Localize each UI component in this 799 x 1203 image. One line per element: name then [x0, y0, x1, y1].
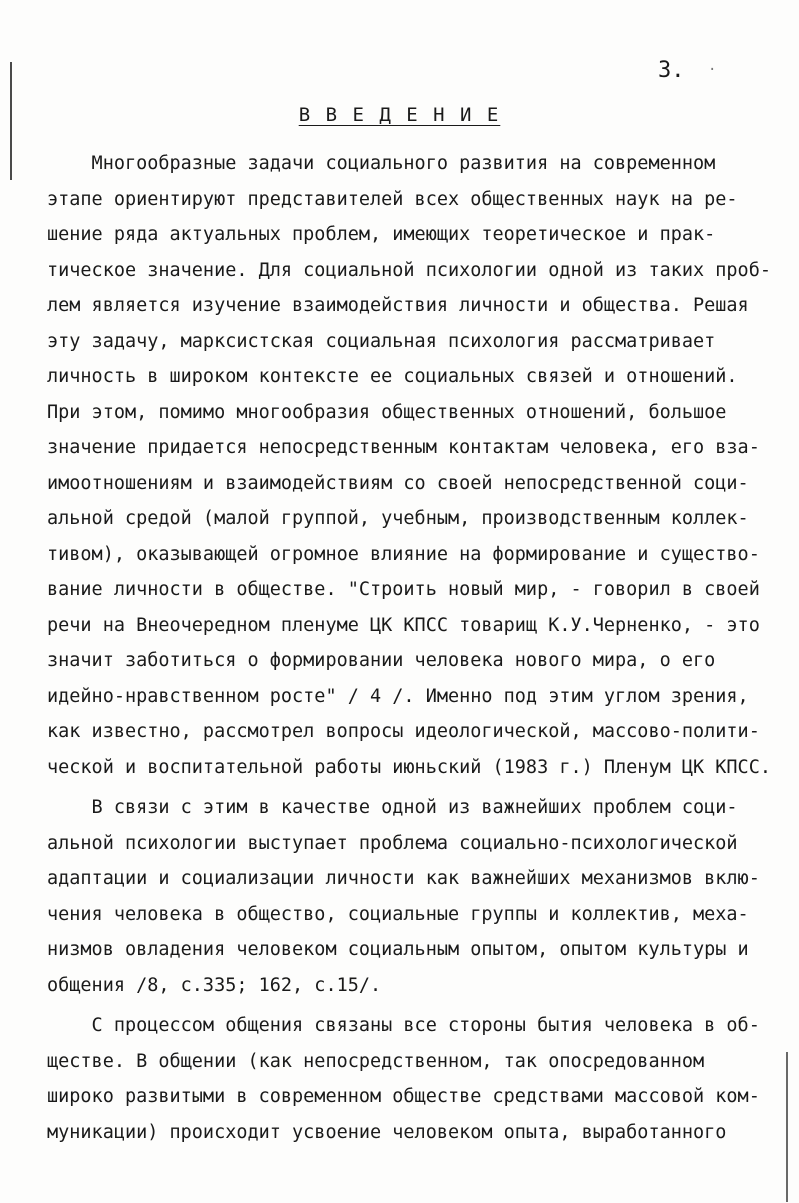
text-line: ществе. В общении (как непосредственном, так опосредованном: [47, 1050, 705, 1072]
text-line: ческой и воспитательной работы июньский (1983 г.) Пленум ЦК КПСС.: [47, 756, 771, 778]
text-line: имоотношениям и взаимодействиям со своей непосредственной соци-: [47, 472, 749, 494]
text-line: значение придается непосредственным контактам человека, его вза-: [47, 437, 760, 458]
text-line: как известно, рассмотрел вопросы идеологической, массово-полити-: [47, 721, 760, 742]
text-line: альной средой (малой группой, учебным, производственным коллек-: [47, 508, 749, 529]
text-line: шение ряда актуальных проблем, имеющих теоретическое и прак-: [47, 224, 716, 245]
paragraph: [47, 146, 787, 785]
text-line: тивом), оказывающей огромное влияние на формирование и существо-: [47, 543, 760, 565]
text-line: чения человека в общество, социальные группы и коллектив, меха-: [47, 903, 749, 925]
page-mark: ·: [708, 62, 717, 78]
text-line: Многообразные задачи социального развития на современном: [47, 153, 716, 174]
body-text: [47, 146, 787, 1150]
page-number: 3.: [658, 58, 685, 83]
text-line: личность в широком контексте ее социальных связей и отношений.: [47, 366, 738, 387]
text-line: низмов овладения человеком социальным опытом, опытом культуры и: [47, 939, 749, 960]
text-line: идейно-нравственном росте" / 4 /. Именно под этим углом зрения,: [47, 685, 749, 707]
text-line: При этом, помимо многообразия общественных отношений, большое: [47, 401, 727, 423]
text-line: лем является изучение взаимодействия личности и общества. Решая: [47, 295, 749, 316]
text-line: С процессом общения связаны все стороны бытия человека в об-: [47, 1015, 760, 1036]
text-line: этапе ориентируют представителей всех общественных наук на ре-: [47, 188, 738, 210]
paragraph: [47, 790, 787, 1003]
section-heading: [0, 104, 799, 126]
text-line: вание личности в обществе. "Строить новый мир, - говорил в своей: [47, 579, 760, 600]
paragraph: [47, 1008, 787, 1150]
text-line: широко развитыми в современном обществе средствами массовой ком-: [47, 1086, 760, 1107]
heading-text: В В Е Д Е Н И Е: [298, 104, 501, 126]
text-line: эту задачу, марксистская социальная психология рассматривает: [47, 330, 716, 352]
text-line: значит заботиться о формировании человека нового мира, о его: [47, 650, 716, 671]
text-line: В связи с этим в качестве одной из важнейших проблем соци-: [47, 797, 738, 818]
text-line: адаптации и социализации личности как важнейших механизмов вклю-: [47, 868, 760, 889]
text-line: общения /8, с.335; 162, с.15/.: [47, 974, 382, 996]
text-line: тическое значение. Для социальной психологии одной из таких проб-: [47, 259, 771, 281]
text-line: муникации) происходит усвоение человеком опыта, выработанного: [47, 1121, 727, 1143]
text-line: речи на Внеочередном пленуме ЦК КПСС товарищ К.У.Черненко, - это: [47, 614, 760, 636]
text-line: альной психологии выступает проблема социально-психологической: [47, 832, 738, 854]
